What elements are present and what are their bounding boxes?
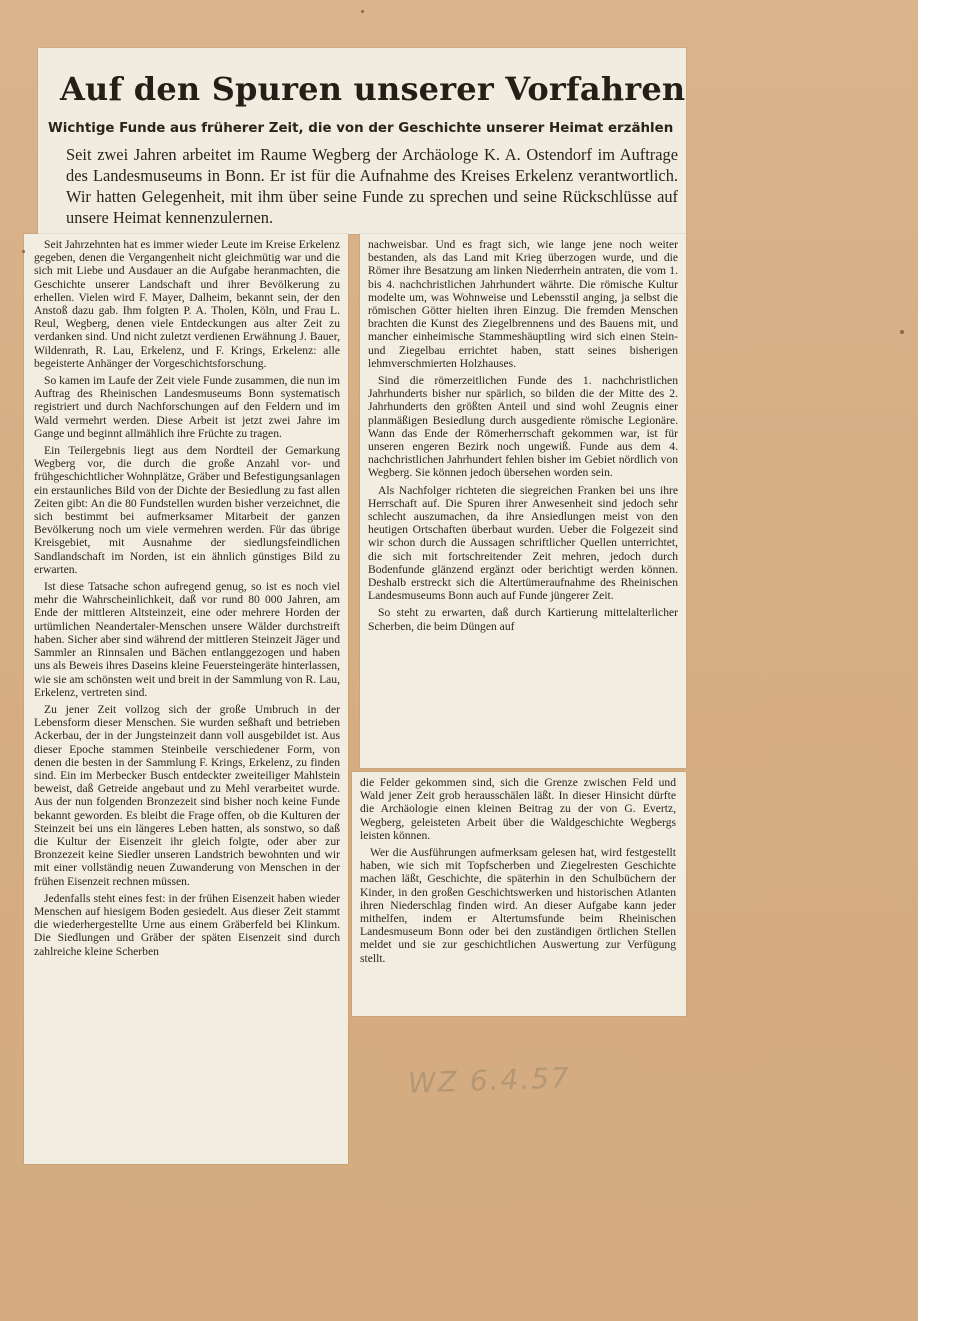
right-column-top-text	[368, 238, 678, 637]
handwritten-date-note: WZ 6.4.57	[407, 1061, 572, 1100]
paragraph: nachweisbar. Und es fragt sich, wie lange jene noch weiter bestanden, als das Land mit Krieg überzogen wurde, und die Römer ihre Besatzung am linken Niederrhein antraten, die vom 1. bis 4. nachchristlichen Jahrhundert währte. Die römische Kultur modelte um, was Wohnweise und Lebensstil anging, ja selbst die römischen Götter hielten ihren Einzug. Die fremden Menschen brachten die Kunst des Ziegelbrennens und des Bauens mit, und mancher einheimische Stammeshäuptling wird sich einen Stein- und Ziegelbau errichtet haben, statt seines bisherigen lehmverschmierten Holzhauses.	[368, 238, 678, 370]
paragraph: Jedenfalls steht eines fest: in der frühen Eisenzeit haben wieder Menschen auf hiesigem Boden gesiedelt. Aus dieser Zeit stammt die wiederhergestellte Urne aus einem Gräberfeld bei Klinkum. Die Siedlungen und Gräber der späten Eisenzeit sind durch zahlreiche kleine Scherben	[34, 891, 340, 958]
left-column-text	[34, 238, 340, 962]
scan-margin	[918, 0, 960, 1321]
paragraph: Zu jener Zeit vollzog sich der große Umbruch in der Lebensform dieser Menschen. Sie wurden seßhaft und betrieben Ackerbau, der in der Jungsteinzeit dann voll ausgebildet ist. Aus dieser Epoche stammen Steinbeile verschiedener Form, von denen die besten in der Sammlung F. Krings, Erkelenz, zu finden sind. Ein im Merbecker Busch entdeckter zweiteiliger Mahlstein beweist, daß Getreide angebaut und zu Mehl verarbeitet wurde. Aus der nun folgenden Bronzezeit sind bisher noch keine Funde bekannt geworden. Es bleibt die Frage offen, ob die Kulturen der Steinzeit bei uns ein längeres Leben hatten, als sonstwo, so daß die Kultur der Eisenzeit ihr gleich folgte, oder aber zur Bronzezeit keine Siedler unseren Landstrich bewohnten und wir mit einer vollständig neuen Zuwanderung von Menschen in der frühen Eisenzeit rechnen müssen.	[34, 702, 340, 888]
right-column-bottom-clipping	[352, 772, 686, 1016]
right-column-top-clipping	[360, 234, 686, 768]
left-column-clipping	[24, 234, 348, 1164]
article-lead: Seit zwei Jahren arbeitet im Raume Wegberg der Archäologe K. A. Ostendorf im Auftrage des Landesmuseums in Bonn. Er ist für die Aufnahme des Kreises Erkelenz verantwortlich. Wir hatten Gelegenheit, mit ihm über seine Funde zu sprechen und seine Rückschlüsse auf unsere Heimat kennenzulernen.	[66, 145, 678, 227]
paragraph: Sind die römerzeitlichen Funde des 1. nachchristlichen Jahrhunderts bisher nur spärlich, so bilden die der Mitte des 2. Jahrhunderts den größten Anteil und sind wohl Zeugnis einer planmäßigen Besiedlung durch ausgediente römische Legionäre. Wann das Ende der Römerherrschaft gekommen war, ist für unseren engeren Bezirk noch ungewiß. Funde aus dem 4. nachchristlichen Jahrhundert fehlen bisher im Gebiet nördlich von Wegberg. Sie können jedoch übersehen worden sein.	[368, 374, 678, 480]
article-subheadline: Wichtige Funde aus früherer Zeit, die von der Geschichte unserer Heimat erzählen	[48, 121, 674, 136]
paragraph: Wer die Ausführungen aufmerksam gelesen hat, wird festgestellt haben, wie sich mit Topfscherben und Ziegelresten Geschichte machen läßt, Geschichte, die späterhin in den Schulbüchern der Kinder, in den großen Geschichtswerken und historischen Atlanten ihren Niederschlag finden wird. An dieser Aufgabe kann jeder mithelfen, indem er Altertumsfunde beim Rheinischen Landesmuseum Bonn oder bei den zuständigen örtlichen Stellen meldet und sie zur geschichtlichen Auswertung zur Verfügung stellt.	[360, 846, 676, 965]
headline-clipping	[38, 48, 686, 234]
paragraph: Ist diese Tatsache schon aufregend genug, so ist es noch viel mehr die Wahrscheinlichkeit, daß vor rund 80 000 Jahren, am Ende der mittleren Altsteinzeit, eine oder mehrere Horden der urtümlichen Neandertaler-Menschen unsere Wälder durchstreift haben. Sicher aber sind während der mittleren Steinzeit Jäger und Sammler an Rinnsalen und Bächen entlanggezogen und haben uns als Beweis ihres Daseins kleine Feuersteingeräte hinterlassen, wie sie am schönsten weit und breit in der Sammlung von R. Lau, Erkelenz, vertreten sind.	[34, 580, 340, 699]
right-column-bottom-text	[360, 776, 676, 969]
paragraph: Seit Jahrzehnten hat es immer wieder Leute im Kreise Erkelenz gegeben, denen die Vergangenheit nicht gleichmütig war und die sich mit Liebe und Ausdauer an die Aufgabe heranmachten, die Geschichte unserer Landschaft und ihrer Bevölkerung zu erhellen. Vielen wird F. Mayer, Dalheim, bekannt sein, der den Anstoß dazu gab. Ihm folgten P. A. Tholen, Köln, und Frau L. Reul, Wegberg, denen viele Entdeckungen aus alter Zeit zu verdanken sind. Und nicht zuletzt verdienen Erwähnung J. Bauer, Wildenrath, R. Lau, Erkelenz, und F. Krings, Erkelenz: alle begeisterte Anhänger der Vorgeschichtsforschung.	[34, 238, 340, 370]
stain	[900, 330, 904, 334]
paragraph: So steht zu erwarten, daß durch Kartierung mittelalterlicher Scherben, die beim Düngen auf	[368, 606, 678, 633]
article-headline: Auf den Spuren unserer Vorfahren	[60, 70, 686, 108]
paragraph: die Felder gekommen sind, sich die Grenze zwischen Feld und Wald jener Zeit grob herausschälen läßt. In dieser Hinsicht dürfte die Archäologie einen kleinen Beitrag zu der von G. Evertz, Wegberg, geleisteten Arbeit über die Waldgeschichte Wegbergs leisten können.	[360, 776, 676, 842]
paragraph: Ein Teilergebnis liegt aus dem Nordteil der Gemarkung Wegberg vor, die durch die große Anzahl vor- und frühgeschichtlicher Wohnplätze, Gräber und Befestigungsanlagen ein erstaunliches Bild von der Dichte der Besiedlung zu fast allen Zeiten gibt: An die 80 Fundstellen wurden bisher verzeichnet, die sich bestimmt bei aufmerksamer Mitarbeit der ganzen Bevölkerung noch um viele vermehren werden. Für das übrige Kreisgebiet, mit Ausnahme der siedlungsfeindlichen Sandlandschaft im Norden, ist ein ähnlich günstiges Bild zu erwarten.	[34, 444, 340, 576]
paragraph: Als Nachfolger richteten die siegreichen Franken bei uns ihre Herrschaft auf. Die Spuren ihrer Anwesenheit sind jedoch sehr schlecht auszumachen, da ihre Ansiedlungen meist von den heutigen Ortschaften überbaut wurden. Ueber die Folgezeit sind wir schon durch die Aussagen schriftlicher Quellen unterrichtet, die sich mit fortschreitender Zeit mehren, jedoch durch Bodenfunde glänzend ergänzt oder berichtigt werden können. Deshalb erstreckt sich die Altertümeraufnahme des Rheinischen Landesmuseums Bonn auch auf Funde jüngerer Zeit.	[368, 483, 678, 603]
stain	[22, 250, 25, 253]
stain	[361, 10, 364, 13]
paragraph: So kamen im Laufe der Zeit viele Funde zusammen, die nun im Auftrag des Rheinischen Landesmuseums Bonn systematisch registriert und durch Nachforschungen auf den Feldern und im Wald vermehrt werden. Diese Arbeit ist jetzt zwei Jahre im Gange und beginnt allmählich ihre Früchte zu tragen.	[34, 374, 340, 440]
